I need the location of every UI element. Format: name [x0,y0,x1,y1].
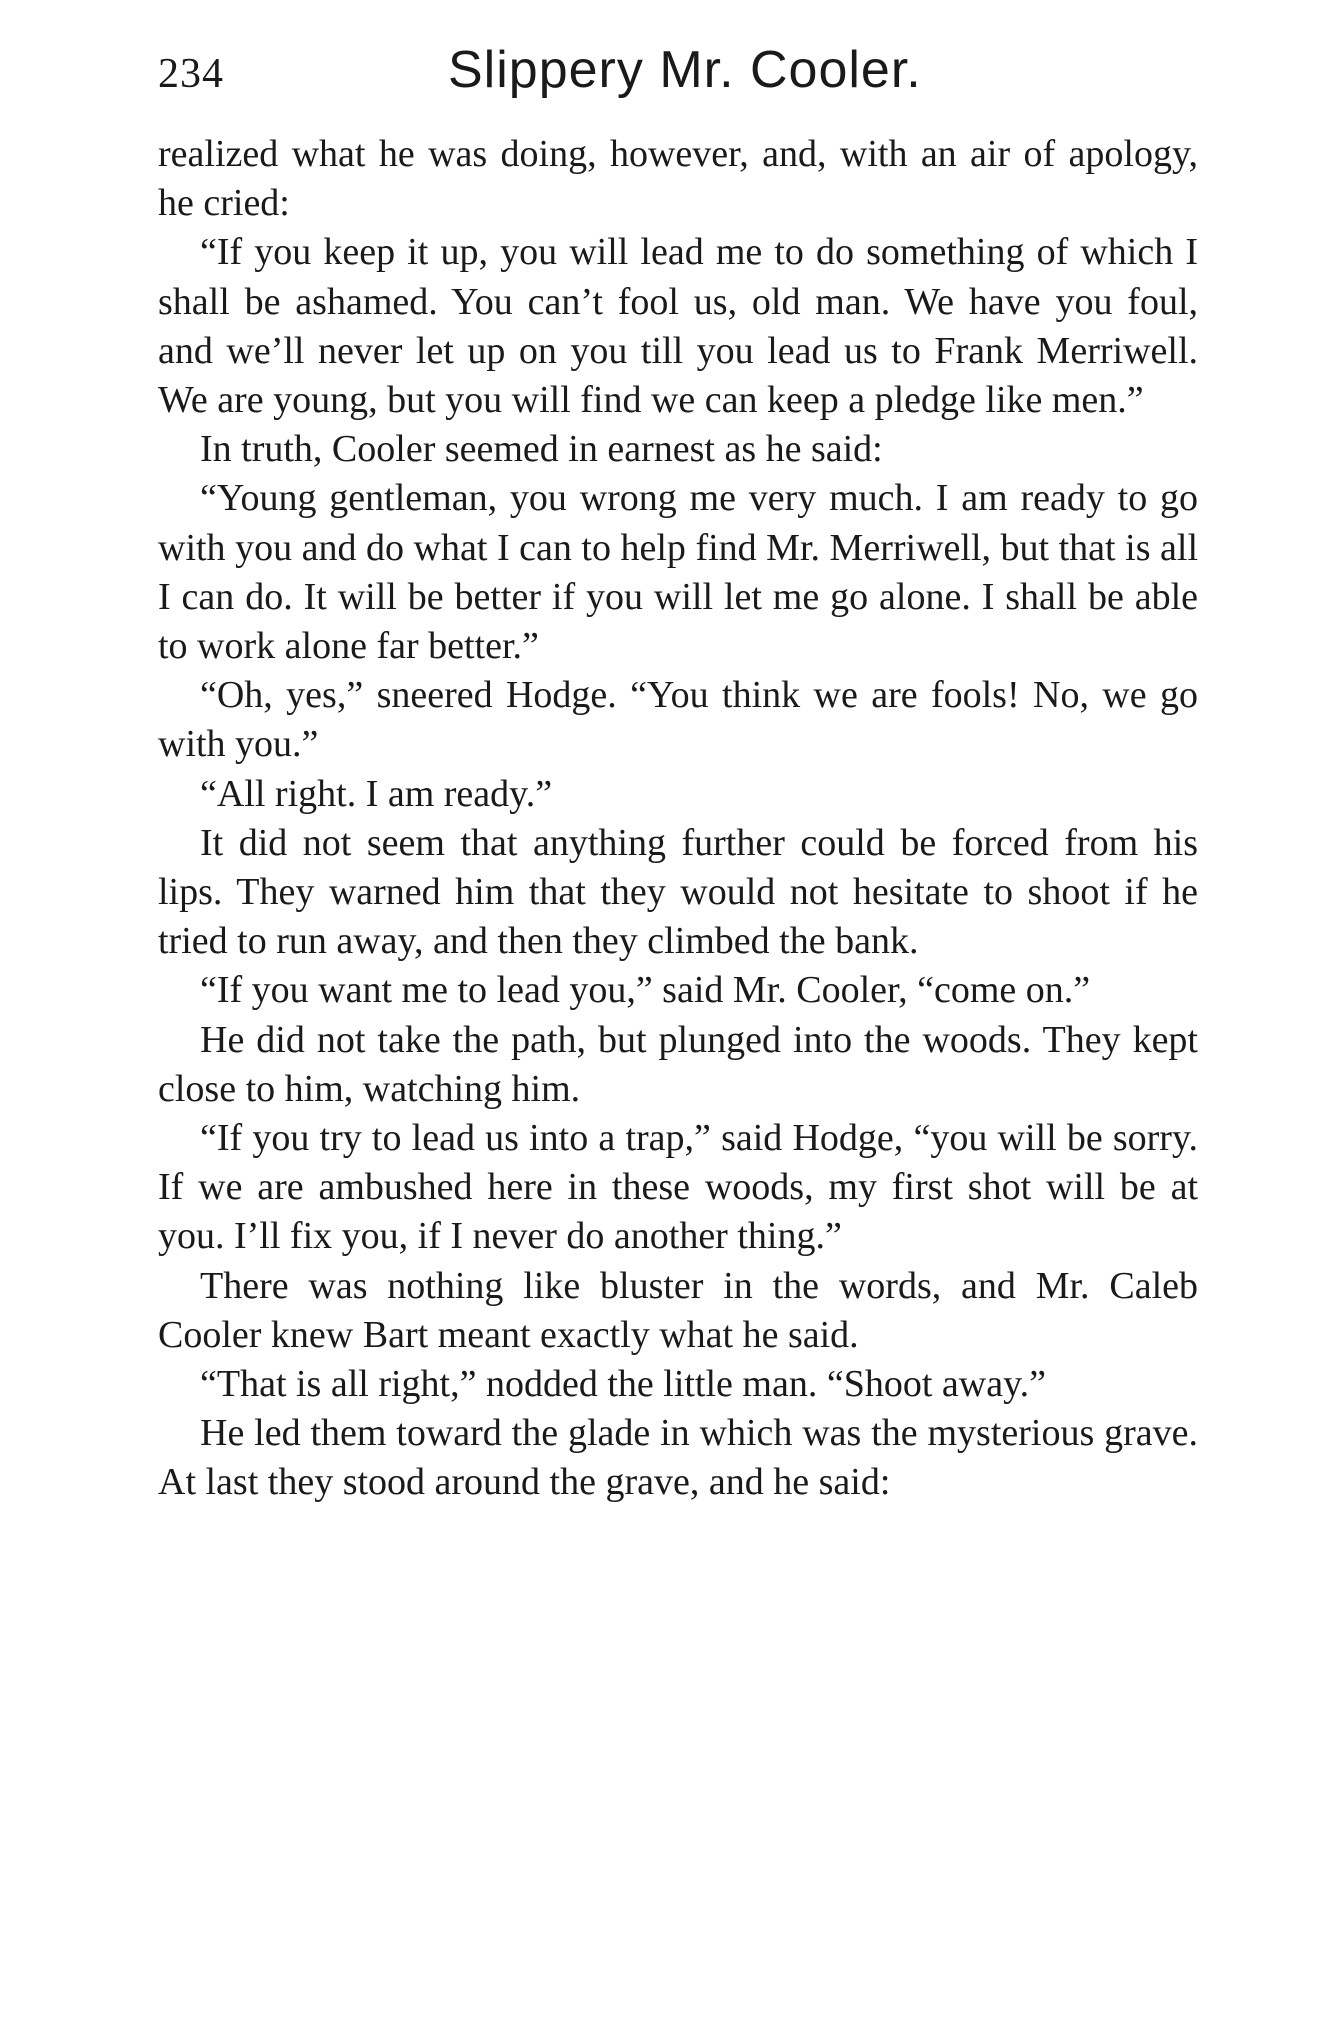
paragraph: “Oh, yes,” sneered Hodge. “You think we are fools! No, we go with you.” [158,674,1198,766]
paragraph: “If you want me to lead you,” said Mr. Cooler, “come on.” [200,969,1091,1012]
paragraph: realized what he was doing, however, and, with an air of apology, he cried: [158,133,1198,225]
paragraph: It did not seem that anything further could be forced from his lips. They warned him that they would not hesitate to shoot if he tried to run away, and then they climbed the bank. [158,821,1198,963]
running-title: Slippery Mr. Cooler. [448,41,922,99]
body-text [158,130,1198,1508]
paragraph: In truth, Cooler seemed in earnest as he said: [200,428,883,471]
paragraph: There was nothing like bluster in the words, and Mr. Caleb Cooler knew Bart meant exactly what he said. [158,1264,1198,1356]
paragraph: “If you try to lead us into a trap,” said Hodge, “you will be sorry. If we are ambushed here in these woods, my first shot will be at you. I’ll fix you, if I never do another thing.” [158,1117,1198,1258]
paragraph: “That is all right,” nodded the little man. “Shoot away.” [200,1363,1046,1406]
paragraph: “If you keep it up, you will lead me to do something of which I shall be ashamed. You can’t fool us, old man. We have you foul, and we’ll never let up on you till you lead us to Frank Merriwell. We are young, but you will find we can keep a pledge like men.” [158,231,1198,422]
paragraph: He led them toward the glade in which was the mysterious grave. At last they stood around the grave, and he said: [158,1412,1198,1504]
page-number: 234 [158,51,224,97]
paragraph: He did not take the path, but plunged into the woods. They kept close to him, watching him. [158,1018,1198,1110]
page-header [158,40,1198,110]
paragraph: “All right. I am ready.” [200,772,553,815]
paragraph: “Young gentleman, you wrong me very much. I am ready to go with you and do what I can to help find Mr. Merriwell, but that is all I can do. It will be better if you will let me go alone. I shall be able to work alone far better.” [158,477,1198,668]
